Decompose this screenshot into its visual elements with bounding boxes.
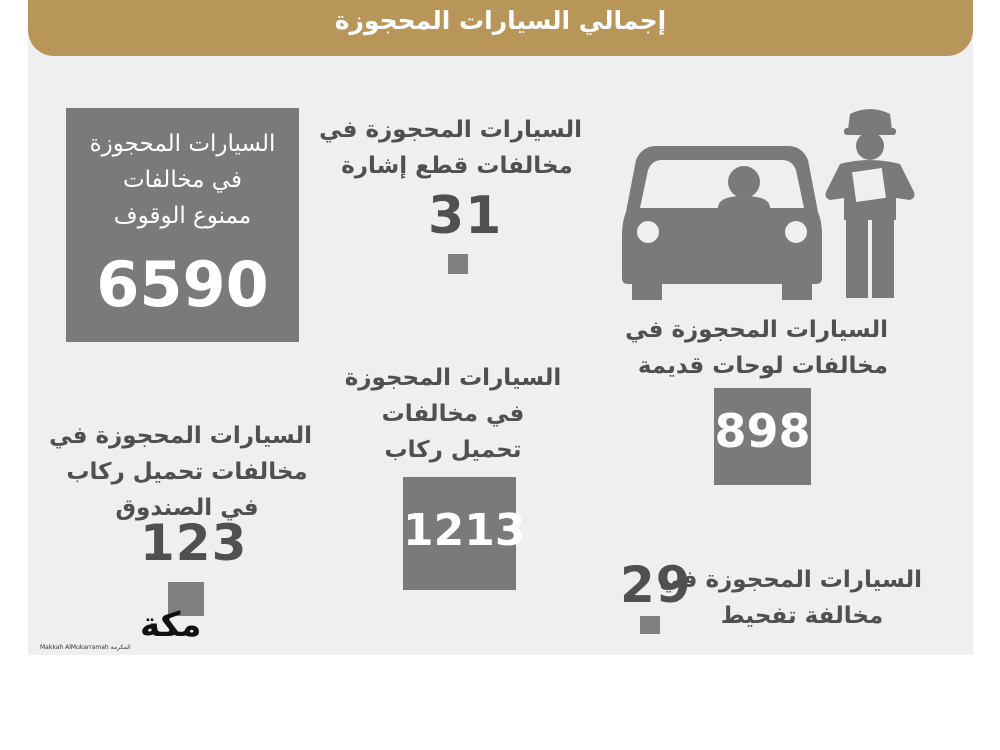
logo-subtitle: Makkah AlMukarramah المكرمة bbox=[40, 644, 131, 651]
stat-old-plates-box bbox=[714, 388, 811, 485]
car-icon bbox=[622, 138, 822, 303]
stat-red-light-marker bbox=[448, 254, 468, 274]
stat-no-parking-box bbox=[66, 108, 299, 342]
stat-no-parking-label: السيارات المحجوزة في مخالفات ممنوع الوقوف bbox=[89, 131, 276, 229]
stat-passengers-value: 1213 bbox=[403, 505, 526, 556]
stat-red-light-value: 31 bbox=[428, 186, 503, 246]
stat-trunk-label: السيارات المحجوزة في مخالفات تحميل ركاب في الصندوق bbox=[49, 423, 312, 521]
page-title: إجمالي السيارات المحجوزة bbox=[334, 6, 667, 35]
stat-trunk-value: 123 bbox=[140, 514, 248, 572]
stat-passengers-label: السيارات المحجوزة في مخالفات تحميل ركاب bbox=[344, 365, 562, 463]
stat-drifting-marker bbox=[640, 616, 660, 634]
stat-old-plates-label: السيارات المحجوزة في مخالفات لوحات قديمة bbox=[625, 317, 888, 379]
stat-passengers-box bbox=[403, 477, 526, 590]
makkah-logo-mark bbox=[40, 600, 202, 645]
stat-drifting-value: 29 bbox=[620, 556, 692, 614]
svg-text:مكة: مكة bbox=[140, 605, 202, 645]
stat-red-light-label: السيارات المحجوزة في مخالفات قطع إشارة bbox=[319, 117, 582, 179]
traffic-officer-icon bbox=[822, 102, 917, 302]
stat-old-plates-value: 898 bbox=[714, 404, 811, 458]
makkah-logo bbox=[40, 600, 202, 655]
stat-drifting-label: السيارات المحجوزة في مخالفة تفحيط bbox=[659, 567, 922, 629]
stat-no-parking-value: 6590 bbox=[96, 248, 269, 321]
header-banner bbox=[28, 0, 973, 56]
